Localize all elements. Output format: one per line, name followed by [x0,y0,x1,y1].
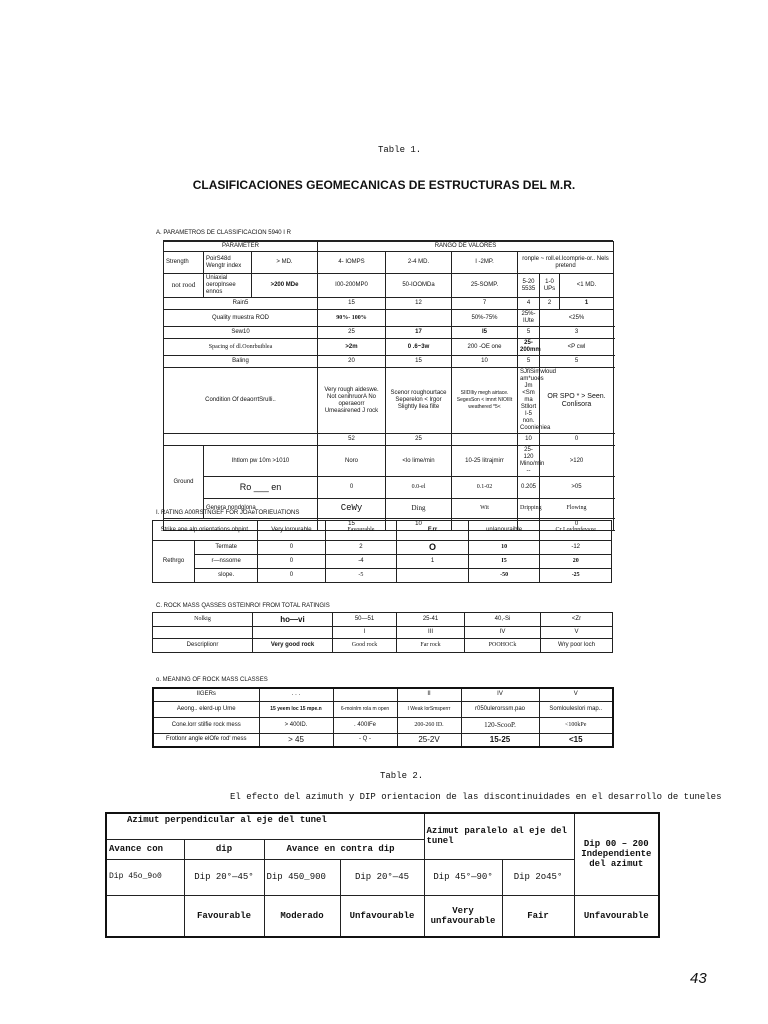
t2-avance-contra: Avance en contra dip [264,839,424,859]
section-c-table [152,612,613,653]
table-cell: 1-0 UPs [540,274,560,298]
table-cell: 0 [540,434,614,446]
table-cell: I -2MP. [452,252,518,274]
table-cell: 15 [386,356,452,368]
table1-title: CLASIFICACIONES GEOMECANICAS DE ESTRUCTURAS DEL M.R. [192,178,576,192]
table-cell: 12 [386,298,452,310]
table-cell: 25-120 Mino/min -- [518,446,540,477]
table-cell: >120 [540,446,614,477]
table-cell: 1 [397,555,469,569]
table-cell: Cone.lorr stilfie rock mess [153,717,259,733]
table-cell: 25-SOMP. [452,274,518,298]
table-cell: Flowing [540,499,614,519]
t2-result-5: Fair [502,895,574,937]
table-cell: 10 [452,356,518,368]
table-cell: 5 [518,356,540,368]
header-range: RANGO DE VALORES [318,242,614,252]
table-cell: CeWy [318,499,386,519]
table-cell: Wry poor loch [541,639,613,653]
table-cell: Dripping [518,499,540,519]
table-cell: 0.1-02 [452,477,518,499]
section-a-table [163,241,614,531]
spacing-rating-label: Baling [164,356,318,368]
table2 [105,812,660,938]
table-cell: 10 [518,434,540,446]
t2-range-1: Dip 45o_9o0 [106,859,184,895]
table-cell: Good rock [333,639,397,653]
table-cell: 25-2V [397,733,461,747]
t2-range-6: Dip 2o45° [502,859,574,895]
table-cell: Strike ane alp orientations obpint. [153,521,258,541]
table-cell: 0 [540,519,614,531]
t2-result-4: Very unfavourable [424,895,502,937]
quality-rating-label: Sew10 [164,327,318,339]
table-cell: II [397,688,461,701]
table-cell: 2 [325,541,397,555]
table-cell: -5 [325,569,397,583]
table-cell: r—nssorne [195,555,258,569]
ground-general-label: Genera nondglona [204,499,318,519]
table-cell: 5-20 5535 [518,274,540,298]
table-cell: ronple ~ roll.el.Icomprie-or.. Nels pretend [518,252,614,274]
table-cell: 5 [518,327,540,339]
table-cell: 6-moinlm rola m open [333,701,397,717]
t2-result-1: Favourable [184,895,264,937]
table-cell: 50-IOOMDa [386,274,452,298]
table-cell: 0.0-el [386,477,452,499]
table-cell: 200-260 ID. [397,717,461,733]
table-cell: <15 [539,733,613,747]
table-cell: 0.205 [518,477,540,499]
table-cell: . 400IFe [333,717,397,733]
table-cell: Wit [452,499,518,519]
table-cell: Somlouleslori map.. [539,701,613,717]
t2-result-3: Unfavourable [340,895,424,937]
ground-label: Ground [164,446,204,519]
table-cell: V [541,627,613,639]
t2-range-4: Dip 20°—45 [340,859,424,895]
table-cell: 15 yeem loc 15 mpe.n [259,701,333,717]
section-d-table [152,687,614,748]
table-cell: <100kPe [539,717,613,733]
table-cell: POOHOCk [465,639,541,653]
strength-sub2: Uniaxial oeroplnsee ennos [204,274,252,298]
table-cell: <lo lime/min [386,446,452,477]
table-cell: Aeong.. elerd-up Ume [153,701,259,717]
table-cell: 4- IOMPS [318,252,386,274]
table2-caption: Table 2. [380,771,424,781]
table-cell [164,434,318,446]
table-cell: 200 -OE one [452,339,518,356]
table-cell: Very lorourable [258,521,325,541]
section-d-label: o. MEANING OF ROCK MASS CLASSES [156,677,268,683]
t2-range-3: Dip 450_900 [264,859,340,895]
table-cell: O [397,541,469,555]
t2-result-2: Moderado [264,895,340,937]
table-cell: SIIDIIiy megh airtace. SegesSon < imnrt NIOIlIt weathered *5< [452,368,518,434]
table-cell [253,627,333,639]
table-cell: F.rr [397,521,469,541]
table-cell: IIGERs [153,688,259,701]
table-cell: V [539,688,613,701]
t2-head-perpendicular: Azimut perpendicular al eje del tunel [106,813,424,839]
section-b-side: Rethrgo [153,541,195,583]
table-cell: 2 [540,298,560,310]
table-cell: 25-200mm [518,339,540,356]
table-cell: 3 [540,327,614,339]
table-cell: 4 [518,298,540,310]
table-cell [386,310,452,327]
table-cell: >200 MDe [252,274,318,298]
table-cell: 50%-75% [452,310,518,327]
table-cell: 120-ScooP. [461,717,539,733]
table-cell: -25 [540,569,612,583]
table-cell: 40,-Si [465,613,541,627]
table-cell: Nolkig [153,613,253,627]
table-cell: 90%- 100% [318,310,386,327]
table-cell: 17 [386,327,452,339]
table-cell [397,569,469,583]
table-cell [153,627,253,639]
table-cell [452,434,518,446]
table-cell: -50 [468,569,540,583]
table-cell: <P cwl [540,339,614,356]
table-cell: Very good rock [253,639,333,653]
table-cell: >2m [318,339,386,356]
table-cell: 25-41 [397,613,465,627]
ground-inflow-label: Ihtlom pw 10m >1010 [204,446,318,477]
table-cell: 20 [540,555,612,569]
table-cell: IV [461,688,539,701]
table-cell: I5 [468,555,540,569]
page-number: 43 [690,970,707,987]
section-b-table [152,520,612,583]
table-cell: Ding [386,499,452,519]
header-parameter: PARAMETER [164,242,318,252]
table-cell: Frotlonr angle elOfe rod' mess [153,733,259,747]
table-cell: 50—51 [333,613,397,627]
table-cell: Termate [195,541,258,555]
t2-avance-con: Avance con [106,839,184,859]
table-cell: I00-200MP0 [318,274,386,298]
table-cell: > 45 [259,733,333,747]
table-cell: I [333,627,397,639]
table-cell: <Zr [541,613,613,627]
table-cell: 25%-IUte [518,310,540,327]
strength-left2: not rood [164,274,204,298]
table-cell: 15 [318,298,386,310]
table-cell: III [397,627,465,639]
table-cell: 7 [452,298,518,310]
table-cell: slope. [195,569,258,583]
table-cell: 0 [258,541,325,555]
table-cell: Far rock [397,639,465,653]
table-cell: >05 [540,477,614,499]
table-cell: <25% [540,310,614,327]
table-cell: 0 [258,555,325,569]
table-cell: SJfiSimwloud am*uoes Jm <Sm ma Stllort I-5 non. Coonieniea [518,368,540,434]
table-cell: Favourable [325,521,397,541]
t2-head-paralelo: Azimut paralelo al eje del tunel [424,813,574,859]
table-cell: 25 [318,327,386,339]
strength-sub1: PoirS48d Wengtr index [204,252,252,274]
table2-title: El efecto del azimuth y DIP orientacion de las discontinuidades en el desarrollo de tuneles [230,792,722,802]
table-cell: 10 [386,519,452,531]
table-cell: r050ulerorssm.pao [461,701,539,717]
spacing-label: Spacing of dl.Oonrbuiblea [164,339,318,356]
table-cell: . . . [259,688,333,701]
table-cell: ho—vi [253,613,333,627]
table-cell: 0 [258,569,325,583]
strength-rating-label: Rain5 [164,298,318,310]
table-cell: Very rough aideswe. Not cenihruorA No operaeorr Umeasirened J rock [318,368,386,434]
section-c-label: C. ROCK MASS QASSES GSTEINRO! FROM TOTAL RATINGIS [156,603,330,609]
table-cell: -12 [540,541,612,555]
table-cell: 1 [560,298,614,310]
table-cell: 0 .6~3w [386,339,452,356]
table-cell [106,895,184,937]
t2-range-5: Dip 45°—90° [424,859,502,895]
table-cell: 0 [318,477,386,499]
section-b-label: I. RATING A00RSTNGEF FOR JOAeTORIEUATIONS [156,510,300,516]
table-cell: 10 [468,541,540,555]
table-cell: 20 [318,356,386,368]
table-cell: I Weak lorSmsperrr [397,701,461,717]
table-cell: 15-25 [461,733,539,747]
table-cell: I5 [452,327,518,339]
table-cell: 52 [318,434,386,446]
table-cell: 5 [540,356,614,368]
ground-ratio-label: Ro ___ en [204,477,318,499]
table-cell: 10-25 Iitrajmirr [452,446,518,477]
table-cell: OR SPO * > Seen. Conlisora [540,368,614,434]
table-cell: 15 [318,519,386,531]
table-cell: 2-4 MD. [386,252,452,274]
strength-label: Strength [164,252,204,274]
t2-range-2: Dip 20°—45° [184,859,264,895]
table-cell: - Q - [333,733,397,747]
table-cell: > 400ID. [259,717,333,733]
t2-head-independiente: Dip 00 – 200 Independiente del azimut [574,813,659,895]
t2-result-6: Unfavourable [574,895,659,937]
table-cell: <1 MD. [560,274,614,298]
quality-label: Quality muestra ROD [164,310,318,327]
table-cell: IV [465,627,541,639]
table-cell: -4 [325,555,397,569]
table-cell [333,688,397,701]
table1-caption: Table 1. [378,145,422,155]
table-cell: Noro [318,446,386,477]
table-cell: unlanouraible [468,521,540,541]
t2-dip: dip [184,839,264,859]
table-cell: Cr Lovlnnfevsxe [540,521,612,541]
table-cell: Descriplionr [153,639,253,653]
table-cell: Scenor roughourtace Seperelon < lrgor Slightly llea filte [386,368,452,434]
table-cell: > MD. [252,252,318,274]
section-a-label: A. PARAMETROS DE CLASSIFICACION 5940 I R [156,230,291,236]
table-cell: 25 [386,434,452,446]
condition-label: Condition Of deaorrtSrulli.. [164,368,318,434]
